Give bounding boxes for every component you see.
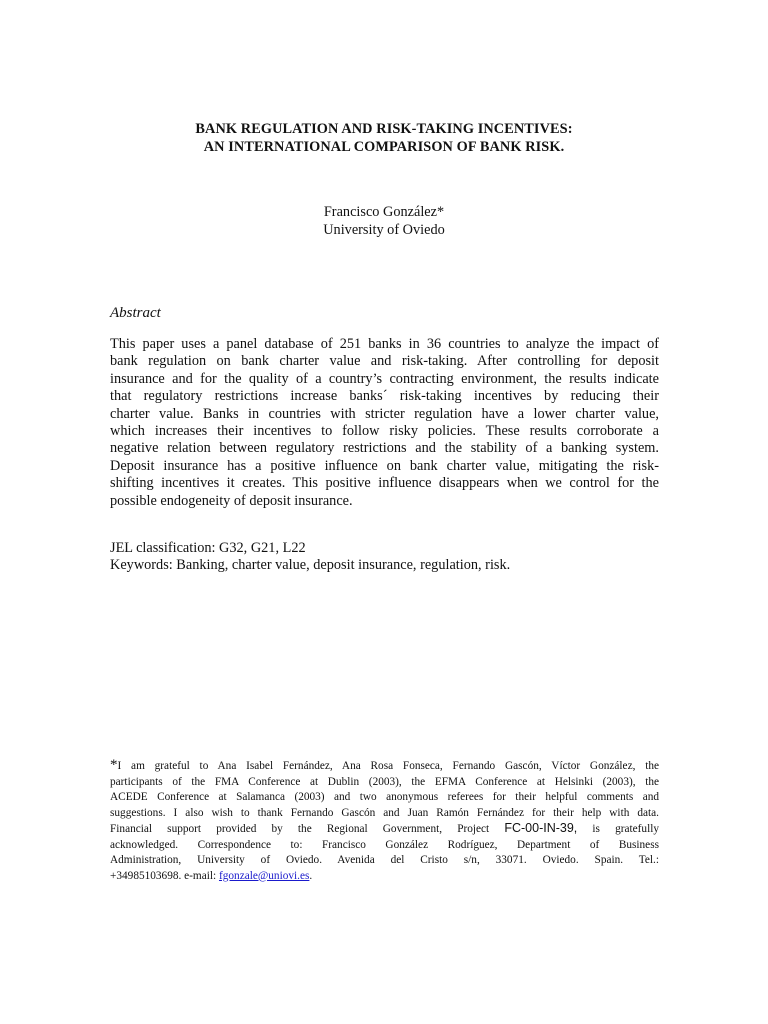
jel-classification: JEL classification: G32, G21, L22: [110, 540, 306, 556]
footnote-star: *: [110, 757, 118, 773]
abstract-line: insurance and for the quality of a country’s contracting environment, the results indicate: [110, 370, 659, 387]
abstract-line: This paper uses a panel database of 251 banks in 36 countries to analyze the impact of: [110, 336, 659, 352]
author-affiliation: University of Oviedo: [323, 222, 445, 238]
abstract-line: that regulatory restrictions increase banks´ risk-taking incentives by reducing their: [110, 388, 659, 405]
keywords: Keywords: Banking, charter value, deposit insurance, regulation, risk.: [110, 557, 511, 574]
abstract-line: Deposit insurance has a positive influence on bank charter value, mitigating the risk-: [110, 457, 659, 474]
footnote: [110, 758, 659, 884]
abstract-line: which increases their incentives to follow risky policies. These results corroborate a: [110, 423, 659, 440]
paper-title: [0, 120, 768, 156]
footnote-line: acknowledged. Correspondence to: Francisco González Rodríguez, Department of Business: [110, 838, 659, 851]
footnote-line: participants of the FMA Conference at Dublin (2003), the EFMA Conference at Helsinki (2003), the: [110, 775, 659, 788]
title-line-1: BANK REGULATION AND RISK-TAKING INCENTIVES:: [195, 121, 573, 137]
abstract-line: charter value. Banks in countries with stricter regulation have a lower charter value,: [110, 405, 659, 422]
classification-block: [110, 540, 510, 575]
email-link[interactable]: fgonzale@uniovi.es: [218, 869, 310, 882]
abstract-line: shifting incentives it creates. This positive influence disappears when we control for the: [110, 475, 659, 492]
author-block: [0, 203, 768, 239]
footnote-line: Financial support provided by the Regional Government, Project FC-00-IN-39, is gratefully: [110, 821, 660, 835]
footnote-line: *I am grateful to Ana Isabel Fernández, Ana Rosa Fonseca, Fernando Gascón, Víctor González, the: [110, 757, 659, 773]
author-name: Francisco González*: [323, 204, 445, 220]
footnote-line: +34985103698. e-mail: fgonzale@uniovi.es.: [110, 869, 313, 882]
footnote-line: suggestions. I also wish to thank Fernando Gascón and Juan Ramón Fernández for their help with data.: [110, 806, 659, 819]
abstract-line: bank regulation on bank charter value and risk-taking. After controlling for deposit: [110, 353, 659, 370]
abstract-line: possible endogeneity of deposit insurance.: [110, 492, 353, 509]
footnote-line: Administration, University of Oviedo. Avenida del Cristo s/n, 33071. Oviedo. Spain. Tel.:: [110, 854, 659, 866]
footnote-line: ACEDE Conference at Salamanca (2003) and two anonymous referees for their helpful comments and: [110, 791, 659, 803]
abstract-heading: Abstract: [110, 305, 161, 321]
title-line-2: AN INTERNATIONAL COMPARISON OF BANK RISK.: [203, 139, 565, 155]
project-code: FC-00-IN-39,: [504, 821, 578, 835]
abstract-line: negative relation between regulatory restrictions and the stability of a banking system.: [110, 440, 659, 457]
abstract-body: [110, 336, 659, 510]
